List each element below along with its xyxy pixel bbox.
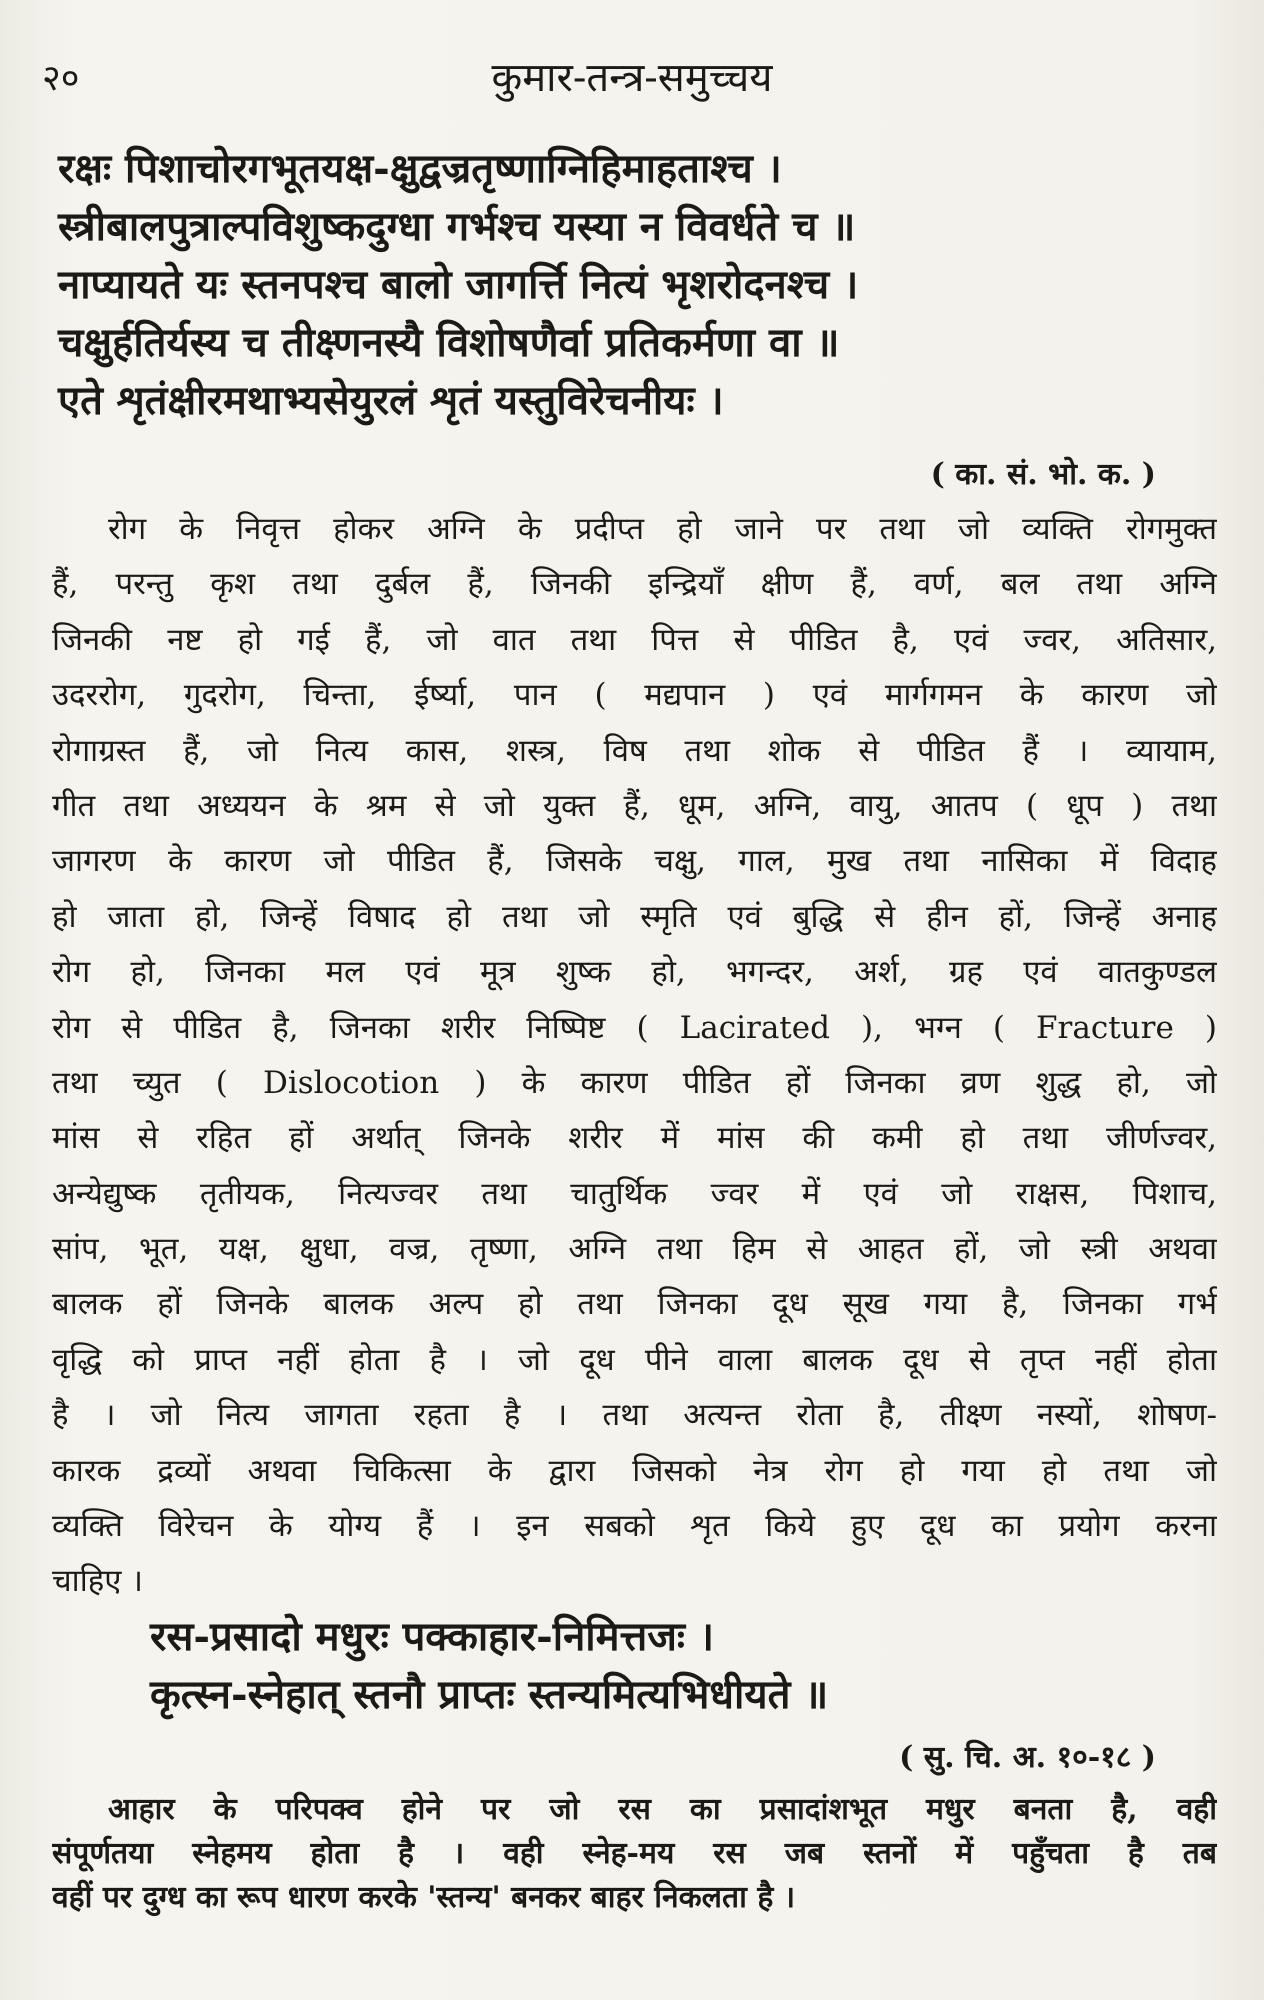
paragraph-line: चाहिए । <box>52 1563 143 1600</box>
verse-1-citation: ( का. सं. भो. क. ) <box>930 457 1156 492</box>
sanskrit-verse-2 <box>150 1608 1110 1724</box>
paragraph-line: उदररोग, गुदरोग, चिन्ता, ईर्ष्या, पान ( मद्यपान ) एवं मार्गगमन के कारण जो <box>52 677 1217 714</box>
hindi-commentary-paragraph-1 <box>52 502 1217 1610</box>
sanskrit-verse-1 <box>58 140 1208 430</box>
paragraph-line: कारक द्रव्यों अथवा चिकित्सा के द्वारा जिसको नेत्र रोग हो गया हो तथा जो <box>52 1452 1217 1489</box>
paragraph-line: तथा च्युत ( Dislocotion ) के कारण पीडित हों जिनका व्रण शुद्ध हो, जो <box>52 1064 1217 1101</box>
paragraph-line: वहीं पर दुग्ध का रूप धारण करके 'स्तन्य' बनकर बाहर निकलता है । <box>52 1880 796 1915</box>
verse-line: स्त्रीबालपुत्राल्पविशुष्कदुग्धा गर्भश्च यस्या न विवर्धते च ॥ <box>58 203 856 250</box>
verse-2-citation: ( सु. चि. अ. १०-१८ ) <box>899 1740 1156 1775</box>
paragraph-line: रोग के निवृत्त होकर अग्नि के प्रदीप्त हो जाने पर तथा जो व्यक्ति रोगमुक्त <box>108 511 1217 547</box>
verse-line: एते शृतंक्षीरमथाभ्यसेयुरलं शृतं यस्तुविरेचनीयः । <box>58 377 724 424</box>
paragraph-line: जागरण के कारण जो पीडित हैं, जिसके चक्षु, गाल, मुख तथा नासिका में विदाह <box>52 843 1217 880</box>
paragraph-line: मांस से रहित हों अर्थात् जिनके शरीर में मांस की कमी हो तथा जीर्णज्वर, <box>52 1120 1217 1157</box>
verse-line: रस-प्रसादो मधुरः पक्काहार-निमित्तजः । <box>150 1613 715 1660</box>
paragraph-line: हैं, परन्तु कृश तथा दुर्बल हैं, जिनकी इन्द्रियाँ क्षीण हैं, वर्ण, बल तथा अग्नि <box>52 566 1217 603</box>
paragraph-line: संपूर्णतया स्नेहमय होता है । वही स्नेह-मय रस जब स्तनों में पहुँचता है तब <box>52 1836 1217 1871</box>
paragraph-line: रोग से पीडित है, जिनका शरीर निष्पिष्ट ( Lacirated ), भग्न ( Fracture ) <box>52 1009 1217 1046</box>
paragraph-line: व्यक्ति विरेचन के योग्य हैं । इन सबको शृत किये हुए दूध का प्रयोग करना <box>52 1508 1217 1545</box>
verse-line: रक्षः पिशाचोरगभूतयक्ष-क्षुद्वज्रतृष्णाग्निहिमाहताश्च । <box>58 145 782 192</box>
paragraph-line: है । जो नित्य जागता रहता है । तथा अत्यन्त रोता है, तीक्ष्ण नस्यों, शोषण- <box>52 1397 1217 1434</box>
hindi-commentary-paragraph-2 <box>52 1788 1217 1920</box>
paragraph-line: वृद्धि को प्राप्त नहीं होता है । जो दूध पीने वाला बालक दूध से तृप्त नहीं होता <box>52 1341 1217 1378</box>
verse-line: नाप्यायते यः स्तनपश्च बालो जागर्त्ति नित्यं भृशरोदनश्च । <box>58 261 859 308</box>
paragraph-line: गीत तथा अध्ययन के श्रम से जो युक्त हैं, धूम, अग्नि, वायु, आतप ( धूप ) तथा <box>52 787 1217 824</box>
verse-line: कृत्स्न-स्नेहात् स्तनौ प्राप्तः स्तन्यमित्यभिधीयते ॥ <box>150 1671 829 1718</box>
paragraph-line: अन्येद्युष्क तृतीयक, नित्यज्वर तथा चातुर्थिक ज्वर में एवं जो राक्षस, पिशाच, <box>52 1175 1217 1212</box>
paragraph-line: आहार के परिपक्व होने पर जो रस का प्रसादांशभूत मधुर बनता है, वही <box>108 1792 1217 1827</box>
paragraph-line: रोगाग्रस्त हैं, जो नित्य कास, शस्त्र, विष तथा शोक से पीडित हैं । व्यायाम, <box>52 732 1217 769</box>
verse-line: चक्षुर्हतिर्यस्य च तीक्ष्णनस्यै विशोषणैर्वा प्रतिकर्मणा वा ॥ <box>58 319 840 366</box>
paragraph-line: रोग हो, जिनका मल एवं मूत्र शुष्क हो, भगन्दर, अर्श, ग्रह एवं वातकुण्डल <box>52 954 1217 991</box>
page-number: २० <box>42 58 80 99</box>
running-header-title: कुमार-तन्त्र-समुच्चय <box>491 55 773 101</box>
paragraph-line: बालक हों जिनके बालक अल्प हो तथा जिनका दूध सूख गया है, जिनका गर्भ <box>52 1286 1217 1323</box>
paragraph-line: जिनकी नष्ट हो गई हैं, जो वात तथा पित्त से पीडित है, एवं ज्वर, अतिसार, <box>52 621 1217 658</box>
paragraph-line: सांप, भूत, यक्ष, क्षुधा, वज्र, तृष्णा, अग्नि तथा हिम से आहत हों, जो स्त्री अथवा <box>52 1231 1217 1268</box>
paragraph-line: हो जाता हो, जिन्हें विषाद हो तथा जो स्मृति एवं बुद्धि से हीन हों, जिन्हें अनाह <box>52 898 1217 935</box>
